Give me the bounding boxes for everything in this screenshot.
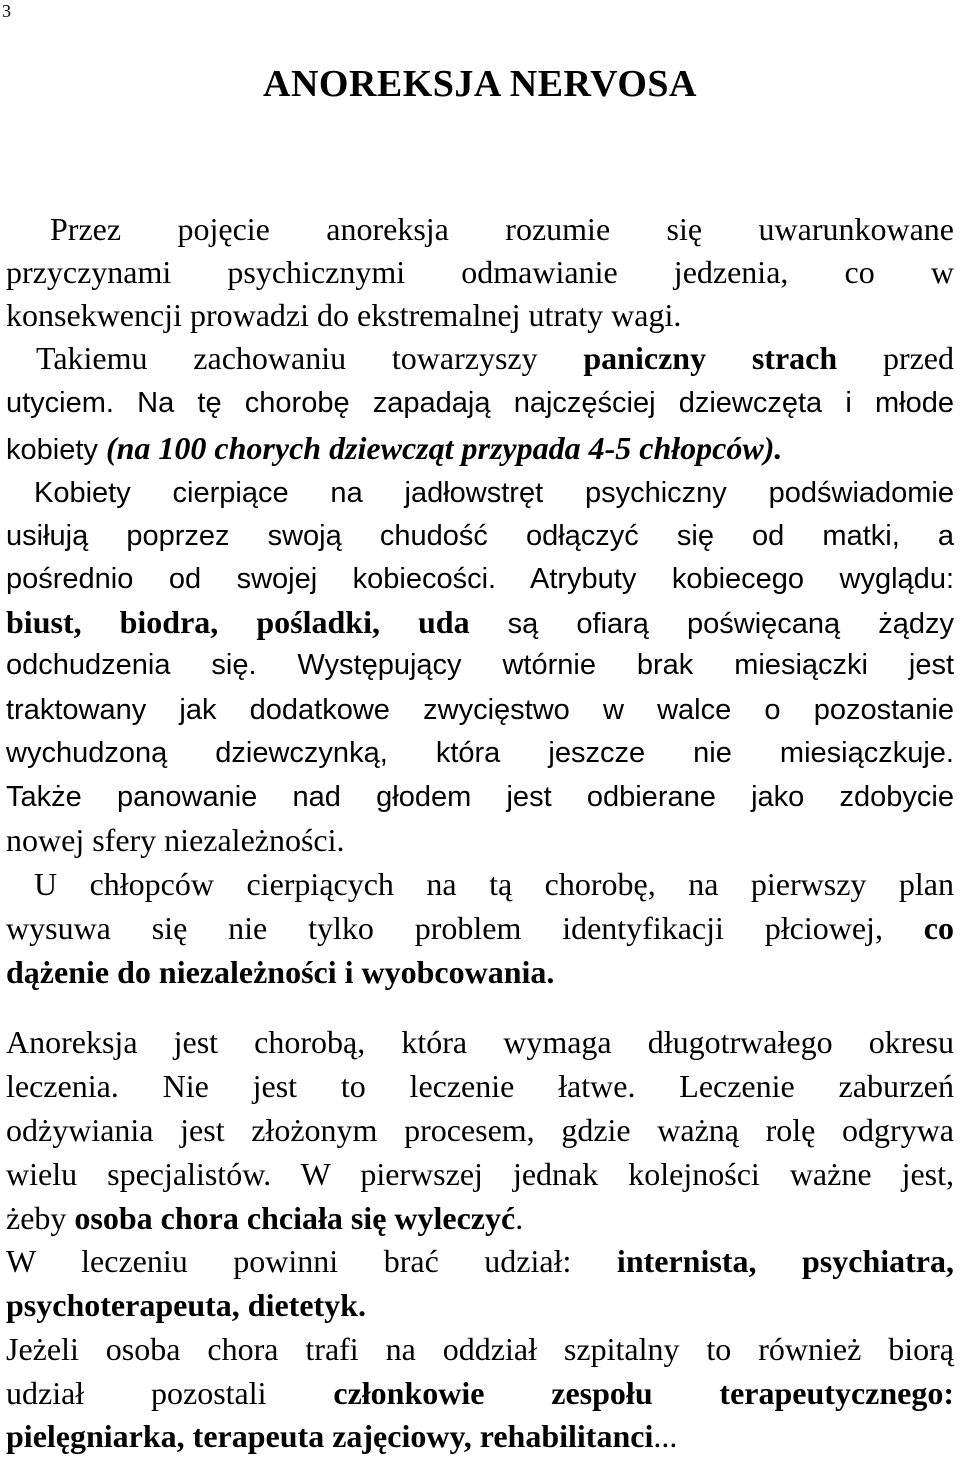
text-run: Przez pojęcie anoreksja rozumie się uwarunkowane [50, 211, 954, 247]
text-run: Takiemu zachowaniu towarzyszy [36, 340, 584, 376]
text-run-bold: członkowie zespołu terapeutycznego: [333, 1375, 955, 1411]
text-run: odżywiania jest złożonym procesem, gdzie ważną rolę odgrywa [6, 1112, 954, 1148]
text-line [6, 820, 954, 860]
text-run: przed [837, 340, 954, 376]
text-line [6, 908, 954, 948]
text-line [6, 690, 954, 730]
text-run-bold: psychoterapeuta, dietetyk. [6, 1287, 366, 1323]
text-line [34, 473, 954, 513]
text-run-bold: dążenie do niezależności i wyobcowania. [6, 954, 555, 990]
text-run: odchudzenia się. Występujący wtórnie brak miesiączki jest [6, 649, 954, 681]
text-line [6, 1022, 954, 1062]
text-run: żeby [6, 1200, 75, 1236]
text-run: wielu specjalistów. W pierwszej jednak kolejności ważne jest, [6, 1156, 954, 1192]
text-line [6, 952, 954, 992]
text-run: ... [653, 1418, 678, 1454]
text-run-bold: internista, psychiatra, [616, 1243, 955, 1279]
text-run-bold: pielęgniarka, terapeuta zajęciowy, rehabilitanci [6, 1418, 654, 1454]
text-line [6, 777, 954, 817]
text-run: są ofiarą poświęcaną żądzy [469, 608, 955, 640]
text-line [6, 1154, 954, 1194]
text-run: utyciem. Na tę chorobę zapadają najczęściej dziewczęta i młode [6, 387, 954, 419]
text-run: kobiety [6, 434, 106, 466]
text-run: usiłują poprzez swoją chudość odłączyć się od matki, a [6, 520, 954, 552]
text-line [6, 1198, 954, 1238]
text-run: Anoreksja jest chorobą, która wymaga długotrwałego okresu [6, 1024, 954, 1060]
text-run-bold-italic: (na 100 chorych dziewcząt przypada 4-5 chłopców). [105, 430, 783, 466]
text-line [6, 428, 954, 470]
text-run-bold: osoba chora chciała się wyleczyć [74, 1200, 516, 1236]
text-run-bold: co [923, 910, 954, 946]
text-line [6, 733, 954, 773]
text-run: konsekwencji prowadzi do ekstremalnej utraty wagi. [6, 297, 682, 333]
text-line [6, 252, 954, 292]
text-line [6, 1416, 954, 1456]
text-run: Także panowanie nad głodem jest odbierane jako zdobycie [6, 781, 954, 813]
page-number: 3 [2, 1, 11, 21]
text-line [6, 516, 954, 556]
text-run: Kobiety cierpiące na jadłowstręt psychiczny podświadomie [34, 477, 954, 509]
text-run: pośrednio od swojej kobiecości. Atrybuty kobiecego wyglądu: [6, 563, 954, 595]
text-line [6, 383, 954, 423]
text-line [6, 602, 954, 644]
text-run: traktowany jak dodatkowe zwycięstwo w walce o pozostanie [6, 694, 954, 726]
text-line [6, 1241, 954, 1281]
text-run: leczenia. Nie jest to leczenie łatwe. Leczenie zaburzeń [6, 1068, 954, 1104]
text-run: U chłopców cierpiących na tą chorobę, na pierwszy plan [34, 866, 954, 902]
text-line [6, 645, 954, 685]
text-run: nowej sfery niezależności. [6, 822, 345, 858]
text-line [6, 1066, 954, 1106]
text-line [6, 1110, 954, 1150]
text-run: wysuwa się nie tylko problem identyfikacji płciowej, [6, 910, 924, 946]
text-run: wychudzoną dziewczynką, która jeszcze nie miesiączkuje. [6, 737, 954, 769]
text-line [6, 1285, 954, 1325]
text-line [6, 295, 954, 335]
text-run: przyczynami psychicznymi odmawianie jedzenia, co w [6, 254, 954, 290]
text-line [50, 209, 954, 249]
text-run-bold: biust, biodra, pośladki, uda [6, 604, 470, 640]
text-line [36, 338, 954, 378]
text-run-bold: paniczny strach [583, 340, 838, 376]
text-line [6, 1373, 954, 1413]
text-run: W leczeniu powinni brać udział: [6, 1243, 617, 1279]
text-line [6, 559, 954, 599]
text-run: Jeżeli osoba chora trafi na oddział szpitalny to również biorą [6, 1331, 954, 1367]
document-title: ANOREKSJA NERVOSA [263, 63, 697, 105]
text-line [34, 864, 954, 904]
text-line [6, 1329, 954, 1369]
text-run: . [515, 1200, 524, 1236]
text-run: udział pozostali [6, 1375, 334, 1411]
